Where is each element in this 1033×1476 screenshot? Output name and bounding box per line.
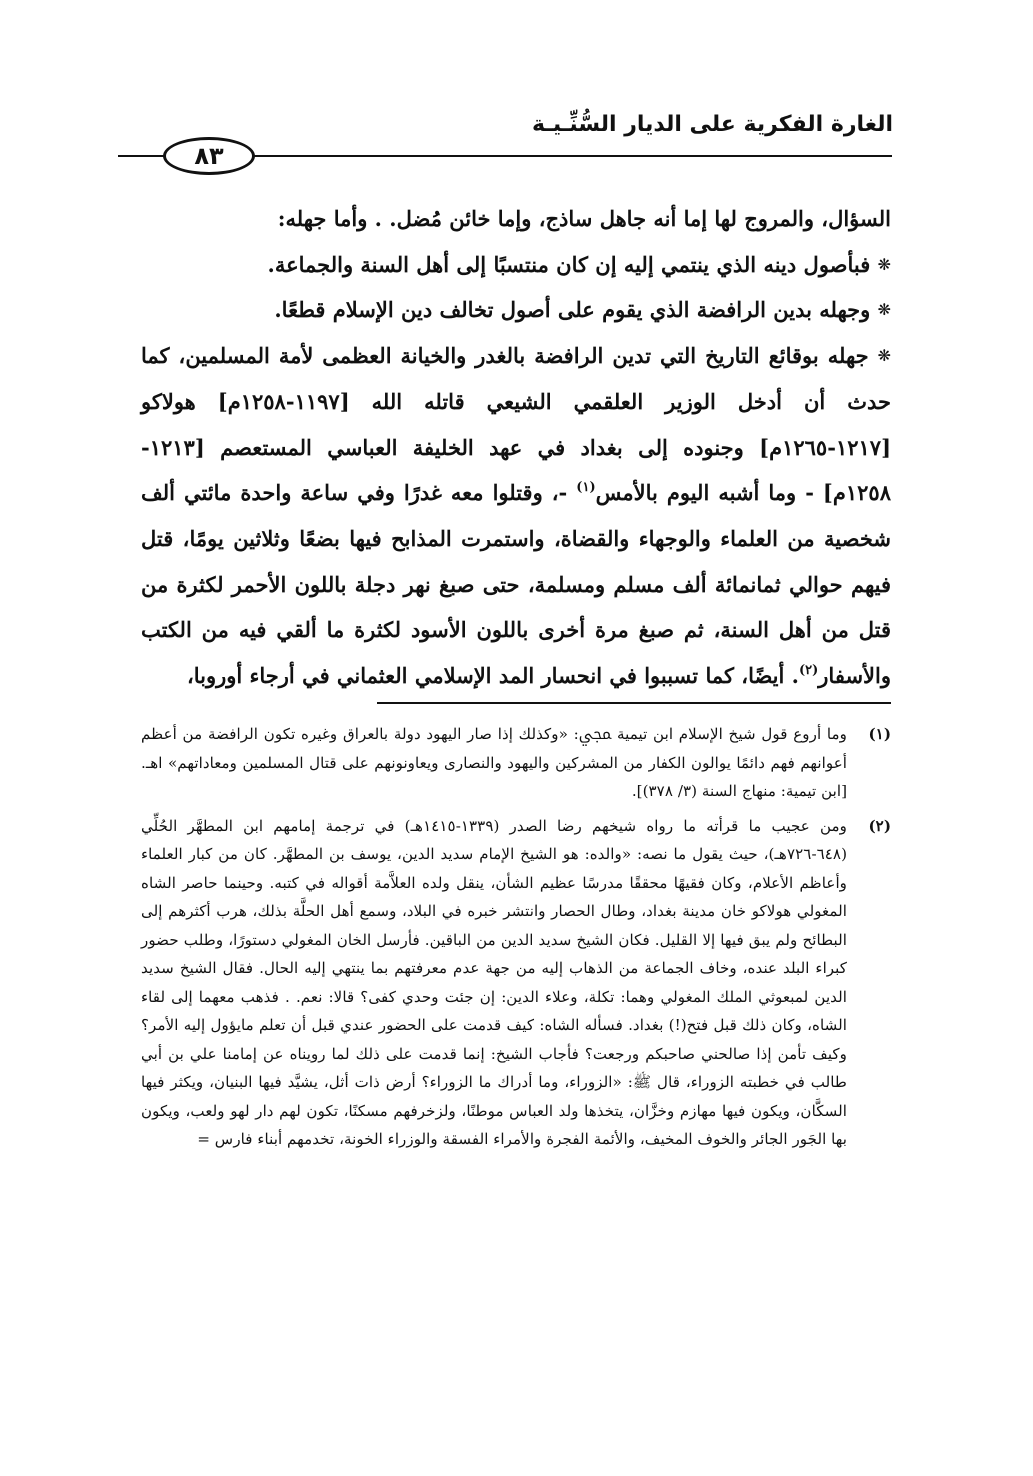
text-line: السؤال، والمروج لها إما أنه جاهل ساذج، وإما خائن مُضل. . وأما جهله: [277,206,891,231]
bullet-paragraph [141,287,891,333]
text-line: شخصية من العلماء والوجهاء والقضاة، واستمرت المذابح فيها بضعًا وثلاثين يومًا، قتل [141,525,891,551]
bullet-icon: ❋ [877,254,891,274]
footnote-text: ومن عجيب ما قرأته ما رواه شيخهم رضا الصدر (١٣٣٩-١٤١٥هـ) في ترجمة إمامهم ابن المطهَّر الحُلِّي (٦٤٨-٧٢٦هـ)، حيث يقول ما نصه: «والده: هو الشيخ الإمام سديد الدين، يوسف بن المطهَّر. كان من كبار العلماء وأعاظم الأعلام، وكان فقيهًا محققًا مدرسًا عظيم الشأن، ينقل ولده العلاَّمة أقواله في كتبه. وحينما حاصر الشاه المغولي هولاكو خان مدينة بغداد، وطال الحصار وانتشر خبره في البلاد، وسمع أهل الحلَّة بذلك، هرب أكثرهم إلى البطائح ولم يبق فيها إلا القليل. فكان الشيخ سديد الدين من الباقين. فأرسل الخان المغولي دستورًا، وطلب حضور كبراء البلد عنده، وخاف الجماعة من الذهاب إليه من جهة عدم معرفتهم بما ينتهي إليه الحال. فقال الشيخ سديد الدين لمبعوثي الملك المغولي وهما: تكلة، وعلاء الدين: إن جئت وحدي كفى؟ قالا: نعم. . فذهب معهما إلى لقاء الشاه، وكان ذلك قبل فتح(!) بغداد. فسأله الشاه: كيف قدمت على الحضور عندي قبل أن تعلم مايؤول إليه الأمر؟ وكيف تأمن إذا صالحني صاحبكم ورجعت؟ فأجاب الشيخ: إنما قدمت على ذلك لما رويناه عن إمامنا علي بن أبي طالب في خطبته الزوراء، قال ﷺ: «الزوراء، وما أدراك ما الزوراء؟ أرض ذات أثل، يشيَّد فيها البنيان، ويكثر فيها السكَّان، ويكون فيها مهازم وخزَّان، يتخذها ولد العباس موطنًا، ولزخرفهم مسكنًا، تكون لهم دار لهو ولعب، ويكون بها الجَور الجائر والخوف المخيف، والأئمة الفجرة والأمراء الفسقة والوزراء الخونة، تخدمهم أبناء فارس = [141,816,847,1148]
text-line: ١٢٥٨م] - وما أشبه اليوم بالأمس [595,480,891,506]
footnote [141,812,891,1154]
footnote-marker: (١) [868,725,891,743]
text-line: والأسفار [818,663,891,689]
paragraph [141,196,891,242]
bullet-icon: ❋ [877,300,891,320]
text-line: -، وقتلوا معه غدرًا وفي ساعة واحدة مائتي ألف [141,480,577,506]
footnote-reference[interactable]: (٢) [798,663,819,679]
text-line: كما حدث أن أدخل الوزير العلقمي الشيعي قاتله الله [١١٩٧-١٢٥٨م] هولاكو [141,343,892,414]
text-line: [١٢١٧-١٢٦٥م] وجنوده إلى بغداد في عهد الخليفة العباسي المستعصم [١٢١٣- [141,434,891,460]
footnote-separator [377,702,891,704]
page-number: ٨٣ [194,142,224,170]
running-title: الغارة الفكرية على الديار السُّنِّـيـة [532,112,893,137]
bullet-paragraph [141,242,891,288]
text-line: فبأصول دينه الذي ينتمي إليه إن كان منتسبًا إلى أهل السنة والجماعة. [267,251,871,277]
text-line: قتل من أهل السنة، ثم صبغ مرة أخرى باللون الأسود لكثرة ما ألقي فيه من الكتب [141,617,891,643]
page-number-badge [163,137,255,175]
footnote-marker: (٢) [868,816,891,835]
footnotes [141,720,891,1154]
footnote-text: وما أروع قول شيخ الإسلام ابن تيمية ﷀ: «وكذلك إذا صار اليهود دولة بالعراق وغيره تكون الرافضة من أعظم أعوانهم فهم دائمًا يوالون الكفار من المشركين واليهود والنصارى ويعاونونهم على قتال المسلمين ومعاداتهم» اهـ. [ابن تيمية: منهاج السنة (٣/ ٣٧٨)]. [141,725,848,800]
bullet-icon: ❋ [877,346,892,366]
footnote [141,720,891,806]
bullet-paragraph [141,333,891,699]
text-line: جهله بوقائع التاريخ التي تدين الرافضة بالغدر والخيانة العظمى لأمة المسلمين، [178,343,869,369]
text-line: . أيضًا، كما تسببوا في انحسار المد الإسلامي العثماني في أرجاء أوروبا، [186,663,799,689]
main-text [141,196,891,699]
text-line: فيهم حوالي ثمانمائة ألف مسلم ومسلمة، حتى صبغ نهر دجلة باللون الأحمر لكثرة من [141,571,891,597]
text-line: وجهله بدين الرافضة الذي يقوم على أصول تخالف دين الإسلام قطعًا. [274,297,871,323]
footnote-reference[interactable]: (١) [576,480,596,496]
